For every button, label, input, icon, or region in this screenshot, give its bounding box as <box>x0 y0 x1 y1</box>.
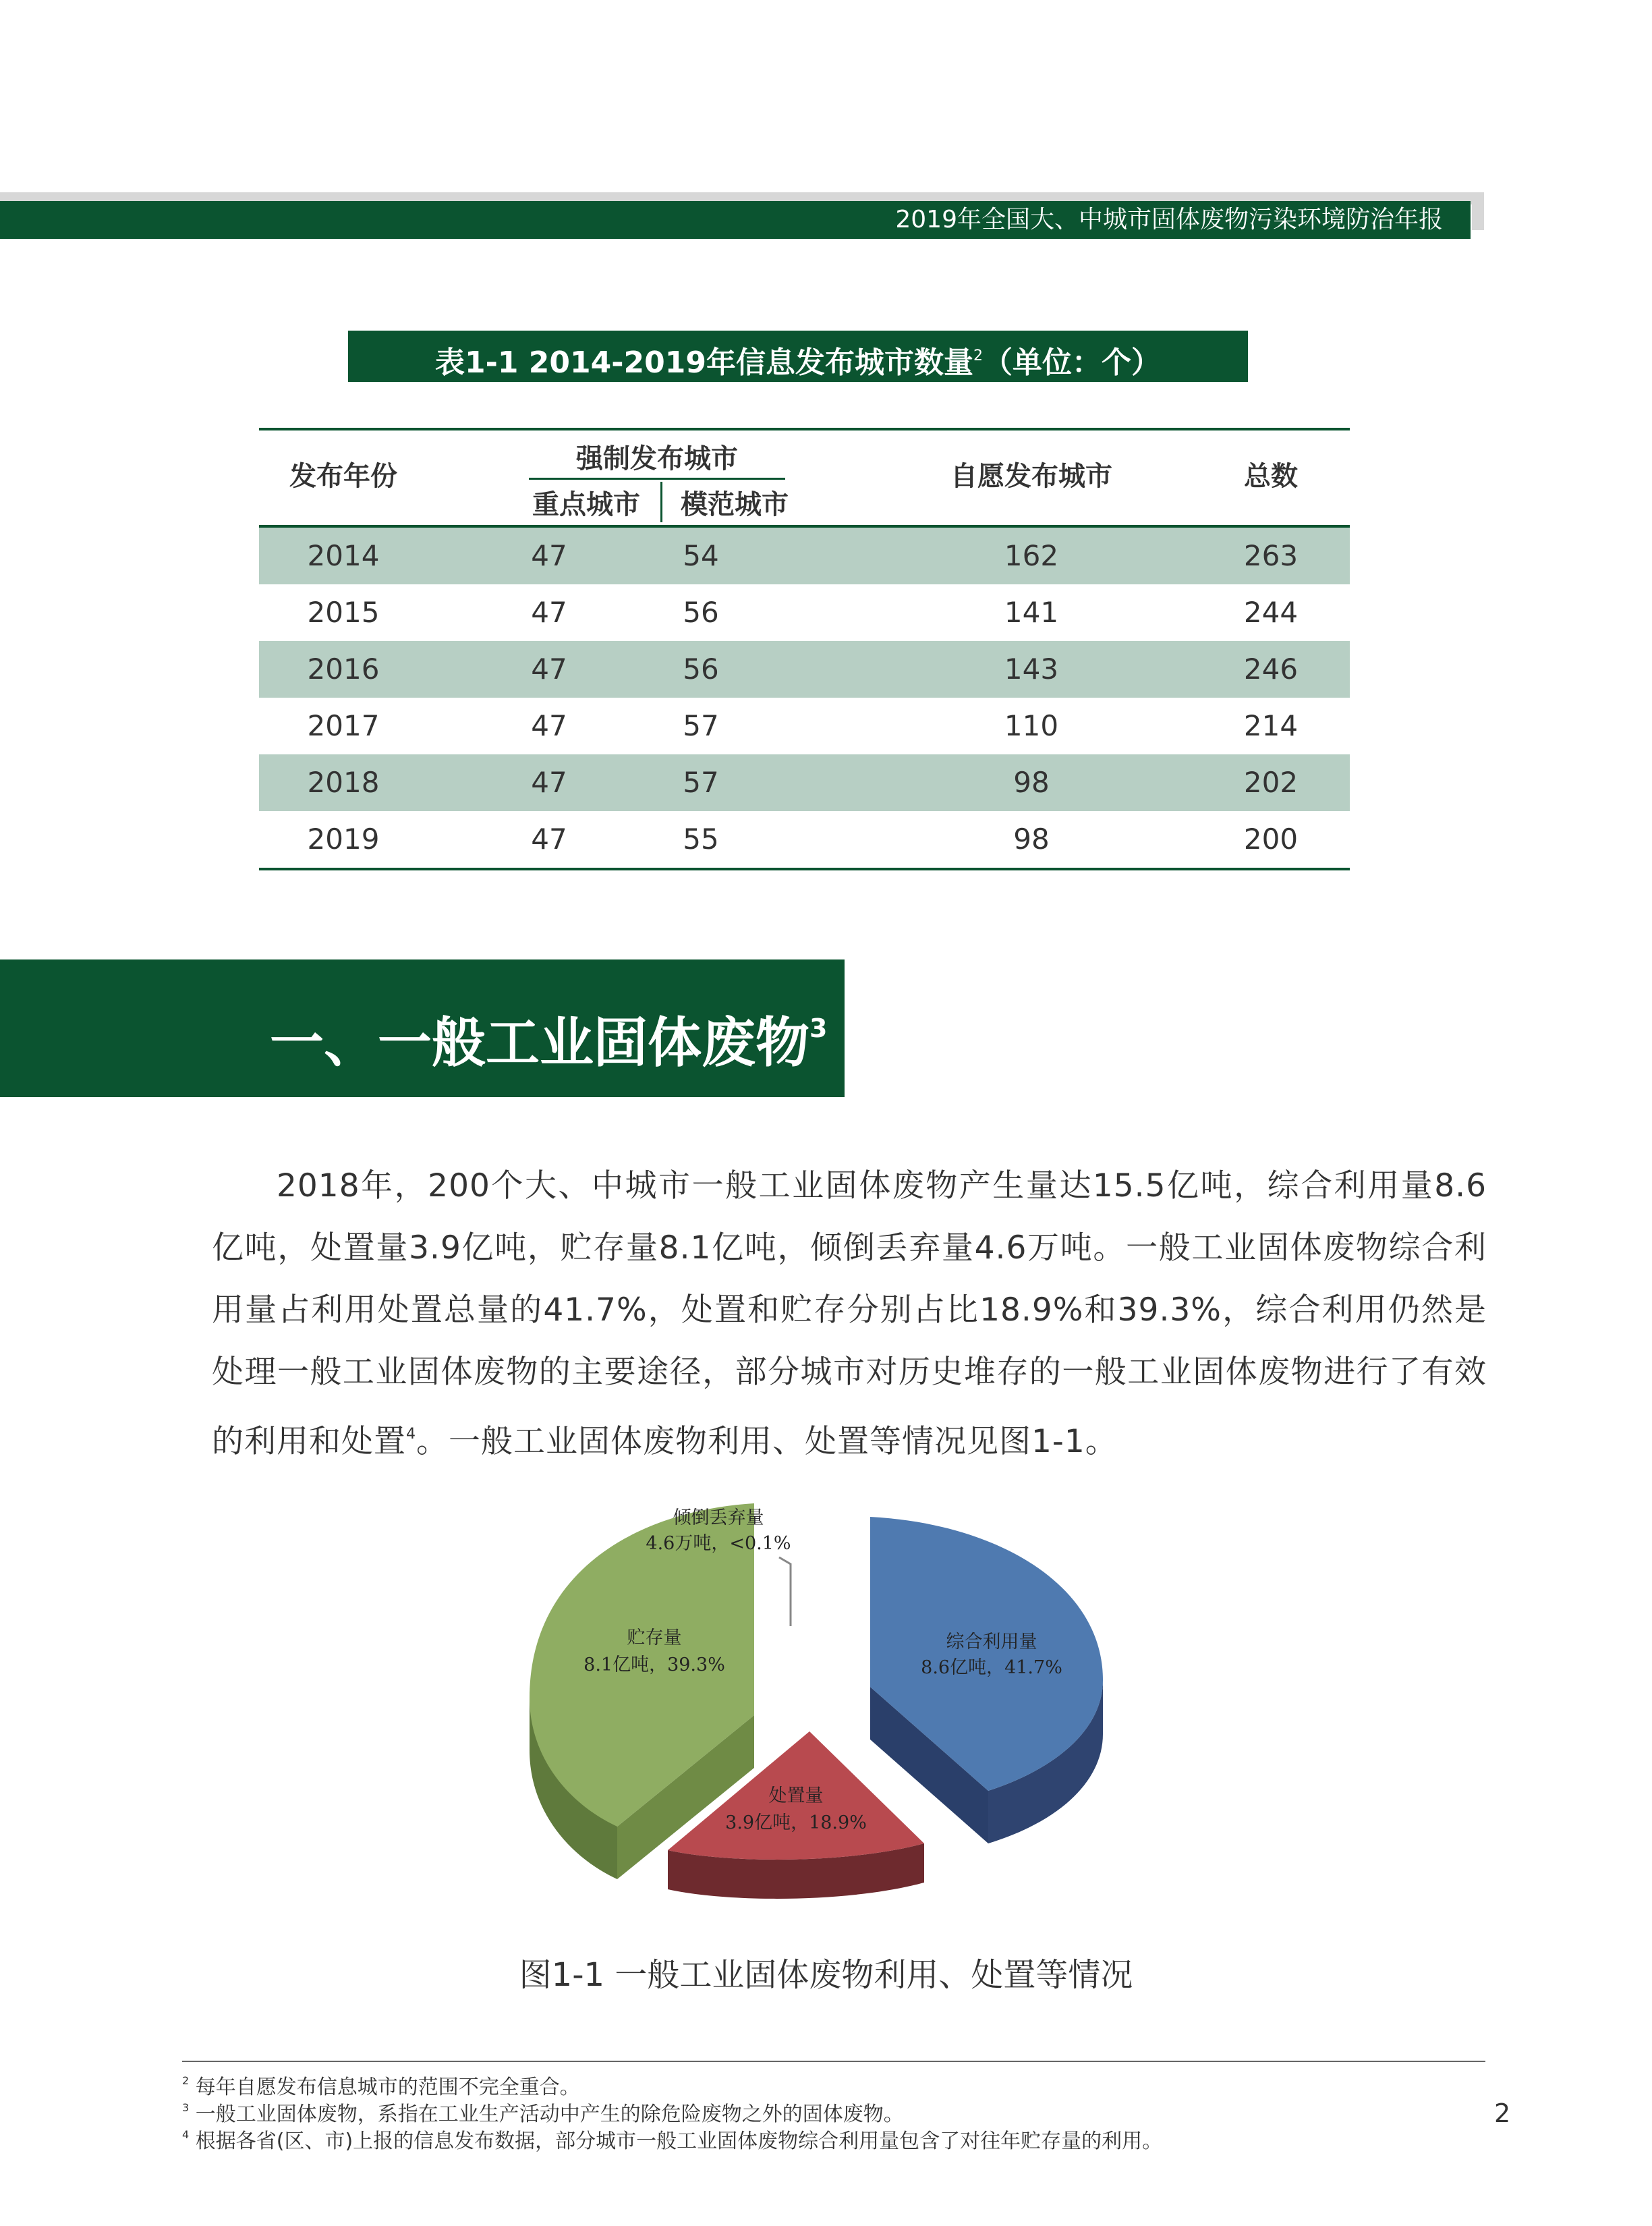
label-disposal-value: 3.9亿吨，18.9% <box>725 1812 867 1833</box>
cell-model: 55 <box>683 823 719 856</box>
footnote-rule <box>182 2061 1485 2062</box>
section-banner <box>0 959 845 1097</box>
label-storage-name: 贮存量 <box>627 1627 682 1648</box>
footnote-4: $^4$ 根据各省(区、市)上报的信息发布数据，部分城市一般工业固体废物综合利用量包含了对往年贮存量的利用。 <box>182 2128 1163 2153</box>
header-divider <box>660 482 662 522</box>
label-utilization-value: 8.6亿吨，41.7% <box>921 1657 1062 1678</box>
table-row <box>259 584 1350 641</box>
cell-total: 263 <box>1243 539 1299 572</box>
cell-total: 246 <box>1243 652 1299 686</box>
header-grey-edge <box>1472 192 1484 230</box>
label-utilization-name: 综合利用量 <box>946 1632 1037 1652</box>
header-model-cities: 模范城市 <box>681 489 789 520</box>
cell-voluntary: 162 <box>1004 539 1059 572</box>
cell-voluntary: 143 <box>1004 652 1059 686</box>
header-voluntary: 自愿发布城市 <box>950 461 1112 492</box>
label-dumping-value: 4.6万吨，<0.1% <box>646 1533 791 1554</box>
dumping-leader-line <box>779 1557 791 1626</box>
pie-slice-utilization <box>870 1517 1103 1843</box>
table-row <box>259 528 1350 584</box>
section-title: 一、一般工业固体废物$^3$ <box>270 1011 828 1074</box>
city-count-table <box>259 428 1350 873</box>
cell-key: 47 <box>531 823 567 856</box>
cell-voluntary: 110 <box>1004 709 1059 742</box>
label-dumping-name: 倾倒丢弃量 <box>673 1507 764 1528</box>
pie-chart <box>0 1498 1652 1916</box>
cell-year: 2018 <box>307 766 380 799</box>
cell-year: 2017 <box>307 709 380 742</box>
cell-key: 47 <box>531 596 567 629</box>
table-title: 表1-1 2014-2019年信息发布城市数量$^2$（单位：个） <box>348 331 1248 382</box>
cell-key: 47 <box>531 539 567 572</box>
page-number: 2 <box>1494 2098 1511 2128</box>
footnote-3: $^3$ 一般工业固体废物，系指在工业生产活动中产生的除危险废物之外的固体废物。 <box>182 2101 904 2126</box>
cell-voluntary: 98 <box>1013 766 1050 799</box>
cell-model: 56 <box>683 652 719 686</box>
cell-total: 200 <box>1243 823 1299 856</box>
body-paragraph: 2018年，200个大、中城市一般工业固体废物产生量达15.5亿吨，综合利用量8.6亿吨，处置量3.9亿吨，贮存量8.1亿吨，倾倒丢弃量4.6万吨。一般工业固体废物综合利用量占利用处置总量的41.7%，处置和贮存分别占比18.9%和39.3%，综合利用仍然是处理一般工业固体废物的主要途径，部分城市对历史堆存的一般工业固体废物进行了有效的利用和处置$^4$。一般工业固体废物利用、处置等情况见图1-1。 <box>212 1167 1487 1460</box>
mandatory-underline <box>529 478 785 480</box>
cell-year: 2014 <box>307 539 380 572</box>
cell-voluntary: 98 <box>1013 823 1050 856</box>
cell-total: 202 <box>1243 766 1299 799</box>
report-title: 2019年全国大、中城市固体废物污染环境防治年报 <box>895 206 1443 233</box>
cell-model: 57 <box>683 709 719 742</box>
footnote-2: $^2$ 每年自愿发布信息城市的范围不完全重合。 <box>182 2074 580 2099</box>
cell-model: 54 <box>683 539 719 572</box>
cell-key: 47 <box>531 709 567 742</box>
label-disposal-name: 处置量 <box>768 1785 824 1806</box>
label-storage-value: 8.1亿吨，39.3% <box>583 1654 725 1675</box>
cell-model: 56 <box>683 596 719 629</box>
figure-caption: 图1-1 一般工业固体废物利用、处置等情况 <box>519 1956 1133 1994</box>
header-mandatory: 强制发布城市 <box>576 443 738 474</box>
table-row <box>259 641 1350 698</box>
header-key-cities: 重点城市 <box>532 489 640 520</box>
cell-key: 47 <box>531 766 567 799</box>
table-top-rule <box>259 428 1350 430</box>
header-year: 发布年份 <box>289 461 397 492</box>
header-total: 总数 <box>1244 461 1298 492</box>
cell-year: 2016 <box>307 652 380 686</box>
table-row <box>259 811 1350 868</box>
cell-total: 244 <box>1243 596 1299 629</box>
cell-key: 47 <box>531 652 567 686</box>
cell-voluntary: 141 <box>1004 596 1059 629</box>
table-bottom-rule <box>259 868 1350 870</box>
cell-model: 57 <box>683 766 719 799</box>
table-row <box>259 754 1350 811</box>
cell-year: 2015 <box>307 596 380 629</box>
cell-year: 2019 <box>307 823 380 856</box>
cell-total: 214 <box>1243 709 1299 742</box>
table-row <box>259 698 1350 754</box>
